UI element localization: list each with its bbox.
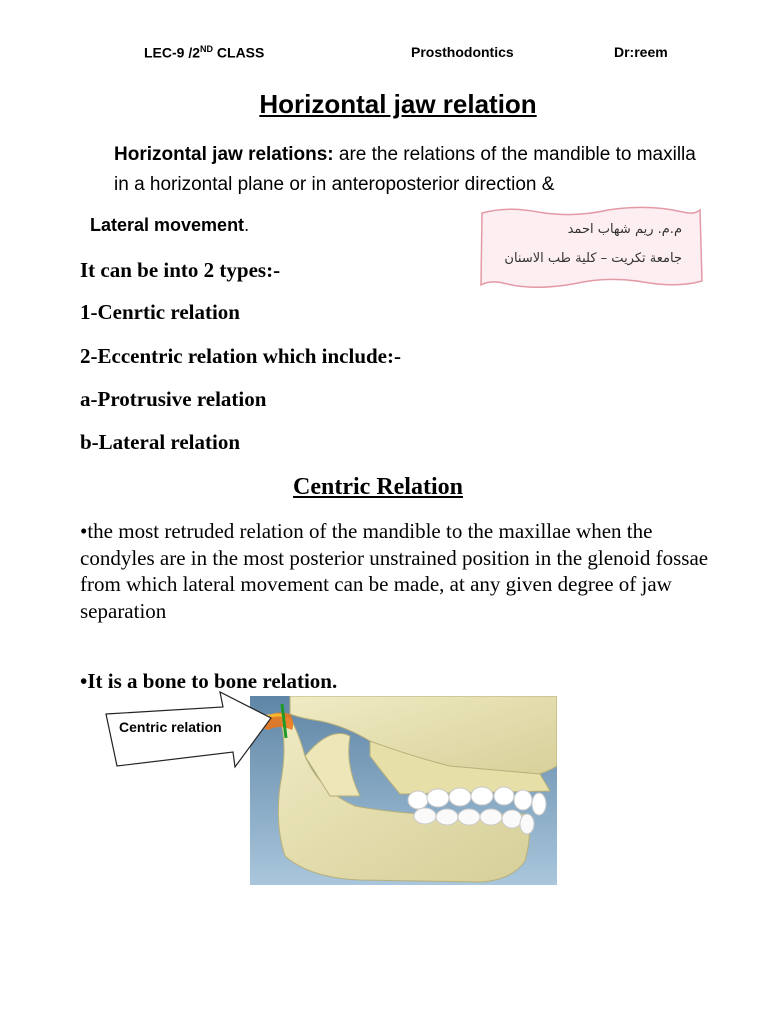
section-title: Centric Relation — [293, 474, 463, 500]
header-subject: Prosthodontics — [411, 44, 514, 60]
stamp-line-university: جامعة تكريت – كلية طب الاسنان — [504, 251, 682, 266]
callout-label: Centric relation — [119, 719, 222, 735]
type-protrusive: a-Protrusive relation — [80, 387, 267, 411]
header-class: LEC-9 /2ND CLASS — [144, 44, 265, 61]
type-lateral: b-Lateral relation — [80, 430, 241, 454]
stamp-frame — [478, 205, 704, 289]
lateral-term: Lateral movement — [90, 215, 245, 235]
centric-definition: •the most retruded relation of the mandible to the maxillae when the condyles are in the most posterior unstrained position in the glenoid fossae from which lateral movement can be made, at any given degree of jaw separation — [80, 519, 709, 623]
lateral-movement: Lateral movement. — [90, 215, 250, 235]
stamp-line-name: م.م. ريم شهاب احمد — [567, 222, 682, 237]
bone-to-bone-statement: •It is a bone to bone relation. — [80, 669, 338, 693]
intro-paragraph — [114, 140, 714, 200]
jaw-illustration — [250, 696, 557, 885]
intro-text: are the relations of the mandible to maxilla in a horizontal plane or in anteroposterior direction & — [114, 144, 696, 195]
author-stamp — [478, 205, 704, 289]
header-doctor: Dr:reem — [614, 44, 668, 60]
types-heading: It can be into 2 types:- — [80, 258, 281, 282]
type-eccentric: 2-Eccentric relation which include:- — [80, 344, 401, 368]
page-title: Horizontal jaw relation — [259, 89, 537, 119]
type-centric: 1-Cenrtic relation — [80, 300, 240, 324]
intro-term: Horizontal jaw relations: — [114, 144, 334, 165]
jaw-image — [250, 696, 557, 885]
